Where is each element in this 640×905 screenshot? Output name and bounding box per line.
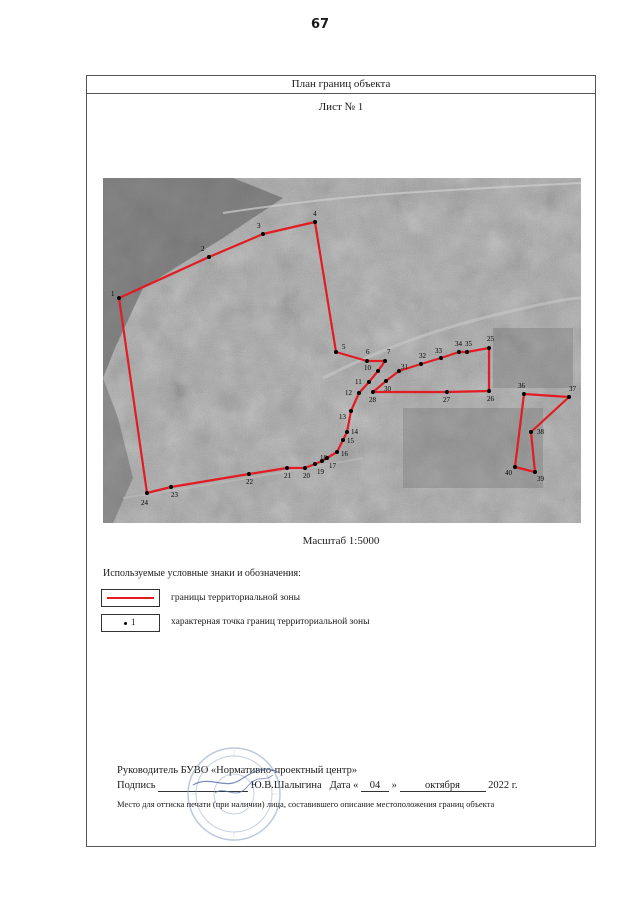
boundary-point-label-1: 1: [111, 290, 115, 298]
boundary-point-38: [529, 430, 533, 434]
page-number: 67: [310, 17, 330, 32]
boundary-point-label-5: 5: [342, 343, 346, 351]
boundary-point-label-10: 10: [364, 364, 371, 372]
boundary-point-label-24: 24: [141, 499, 148, 507]
boundary-point-20: [303, 466, 307, 470]
plan-title: План границ объекта: [86, 75, 596, 94]
boundary-point-11: [367, 380, 371, 384]
boundary-point-label-28: 28: [369, 396, 376, 404]
boundary-point-label-30: 30: [384, 385, 391, 393]
boundary-point-27: [445, 390, 449, 394]
boundary-point-label-15: 15: [347, 437, 354, 445]
boundary-point-label-35: 35: [465, 340, 472, 348]
boundary-point-label-33: 33: [435, 347, 442, 355]
scale-label: Масштаб 1:5000: [302, 535, 380, 547]
boundary-point-2: [207, 255, 211, 259]
legend-line-label: границы территориальной зоны: [171, 593, 301, 603]
red-line-symbol: [107, 597, 154, 599]
boundary-point-label-37: 37: [569, 385, 576, 393]
boundary-point-label-23: 23: [171, 491, 178, 499]
boundary-point-40: [513, 465, 517, 469]
date-label: Дата «: [329, 780, 359, 791]
boundary-point-label-20: 20: [303, 472, 310, 480]
boundary-point-label-34: 34: [455, 340, 462, 348]
point-symbol: [124, 622, 127, 625]
boundary-point-14: [345, 430, 349, 434]
stamp-footnote: Место для оттиска печати (при наличии) лица, составившего описание местоположения границ объекта: [117, 799, 495, 809]
boundary-point-label-3: 3: [257, 222, 261, 230]
boundary-point-label-38: 38: [537, 428, 544, 436]
boundary-point-7: [383, 359, 387, 363]
map-svg: [103, 178, 581, 523]
boundary-point-label-21: 21: [284, 472, 291, 480]
boundary-point-label-18: 18: [320, 454, 327, 462]
sheet-label: Лист № 1: [318, 101, 364, 113]
boundary-point-35: [465, 350, 469, 354]
boundary-point-label-11: 11: [355, 378, 362, 386]
boundary-point-32: [419, 362, 423, 366]
boundary-point-label-26: 26: [487, 395, 494, 403]
boundary-point-10: [376, 369, 380, 373]
boundary-point-5: [334, 350, 338, 354]
boundary-point-19: [313, 462, 317, 466]
boundary-point-28: [371, 390, 375, 394]
boundary-point-12: [357, 391, 361, 395]
date-day: 04: [361, 780, 389, 792]
boundary-point-6: [365, 359, 369, 363]
boundary-point-label-4: 4: [313, 210, 317, 218]
boundary-point-label-17: 17: [329, 462, 336, 470]
boundary-point-label-27: 27: [443, 396, 450, 404]
boundary-point-34: [457, 350, 461, 354]
boundary-point-33: [439, 356, 443, 360]
legend-point-label: характерная точка границ территориальной зоны: [171, 617, 370, 627]
boundary-point-24: [145, 491, 149, 495]
boundary-point-15: [341, 438, 345, 442]
boundary-point-26: [487, 389, 491, 393]
boundary-point-label-32: 32: [419, 352, 426, 360]
date-day-close: »: [391, 780, 397, 791]
signer-name: Ю.В.Шалыгина: [250, 780, 322, 791]
boundary-point-1: [117, 296, 121, 300]
legend-point-symbol: [101, 614, 160, 632]
boundary-point-label-25: 25: [487, 335, 494, 343]
date-year: 2022 г.: [488, 780, 518, 791]
boundary-point-36: [522, 392, 526, 396]
boundary-point-21: [285, 466, 289, 470]
boundary-point-22: [247, 472, 251, 476]
signature-row: [117, 780, 518, 792]
boundary-point-label-39: 39: [537, 475, 544, 483]
boundary-point-25: [487, 346, 491, 350]
seal-stamp: [185, 745, 283, 843]
sign-label: Подпись: [117, 780, 156, 791]
boundary-point-label-6: 6: [366, 348, 370, 356]
head-line: Руководитель БУВО «Нормативно-проектный центр»: [117, 765, 358, 776]
boundary-point-label-22: 22: [246, 478, 253, 486]
boundary-point-30: [384, 379, 388, 383]
legend-title: Используемые условные знаки и обозначения:: [103, 568, 301, 579]
boundary-point-16: [335, 450, 339, 454]
boundary-point-39: [533, 470, 537, 474]
boundary-point-label-16: 16: [341, 450, 348, 458]
boundary-point-label-7: 7: [387, 348, 391, 356]
boundary-point-label-40: 40: [505, 469, 512, 477]
boundary-point-label-12: 12: [345, 389, 352, 397]
handwritten-signature: [193, 769, 280, 785]
legend-line-symbol: [101, 589, 160, 607]
boundary-point-13: [349, 409, 353, 413]
boundary-point-3: [261, 232, 265, 236]
date-month: октября: [400, 780, 486, 792]
aerial-map: [103, 178, 581, 523]
boundary-point-label-36: 36: [518, 382, 525, 390]
point-symbol-number: 1: [131, 617, 136, 627]
boundary-point-23: [169, 485, 173, 489]
boundary-point-37: [567, 395, 571, 399]
boundary-point-label-2: 2: [201, 245, 205, 253]
boundary-point-label-13: 13: [339, 413, 346, 421]
boundary-point-label-31: 31: [401, 363, 408, 371]
boundary-point-4: [313, 220, 317, 224]
boundary-point-label-19: 19: [317, 468, 324, 476]
boundary-point-label-14: 14: [351, 428, 358, 436]
